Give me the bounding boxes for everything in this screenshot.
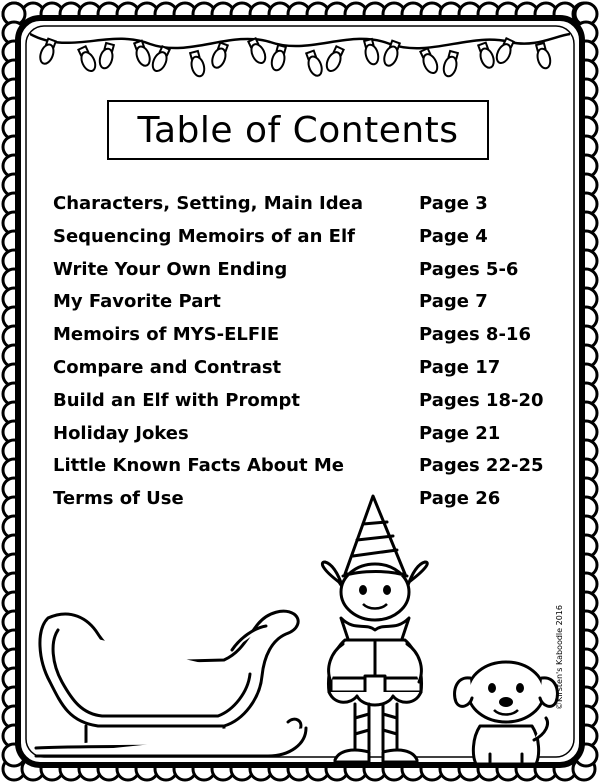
toc-page-number: Page 17 [419,356,501,378]
copyright-text: ©Kirsten's Kaboodle 2016 [555,605,564,710]
toc-page-number: Pages 5-6 [419,258,519,280]
elf-icon [305,492,445,767]
sleigh-icon [28,590,308,765]
toc-row [53,286,553,319]
toc-section-title: Write Your Own Ending [53,258,288,280]
toc-page-number: Pages 18-20 [419,389,544,411]
toc-section-title: Little Known Facts About Me [53,455,344,477]
toc-row [53,450,553,483]
toc-page-number: Pages 22-25 [419,455,544,477]
puppy-icon [450,648,560,768]
toc-row [53,418,553,451]
toc-section-title: Compare and Contrast [53,356,282,378]
toc-section-title: Holiday Jokes [53,422,189,444]
toc-page-number: Pages 8-16 [419,324,531,346]
toc-row [53,483,553,516]
toc-page-number: Page 26 [419,488,501,510]
toc-section-title: Characters, Setting, Main Idea [53,193,363,214]
toc-page-number: Page 3 [419,193,488,214]
table-of-contents [53,188,553,516]
page-title: Table of Contents [137,109,459,151]
christmas-lights-icon [30,22,570,92]
title-box [107,100,489,160]
toc-row [53,221,553,254]
toc-section-title: Build an Elf with Prompt [53,389,300,411]
toc-row [53,254,553,287]
toc-section-title: Memoirs of MYS-ELFIE [53,324,280,346]
toc-page-number: Page 4 [419,225,488,247]
toc-page-number: Page 21 [419,422,501,444]
toc-row [53,385,553,418]
toc-page-number: Page 7 [419,291,488,313]
toc-row [53,352,553,385]
toc-row [53,319,553,352]
toc-section-title: Sequencing Memoirs of an Elf [53,225,355,247]
toc-section-title: Terms of Use [53,488,184,510]
toc-section-title: My Favorite Part [53,291,221,313]
toc-row [53,188,553,221]
